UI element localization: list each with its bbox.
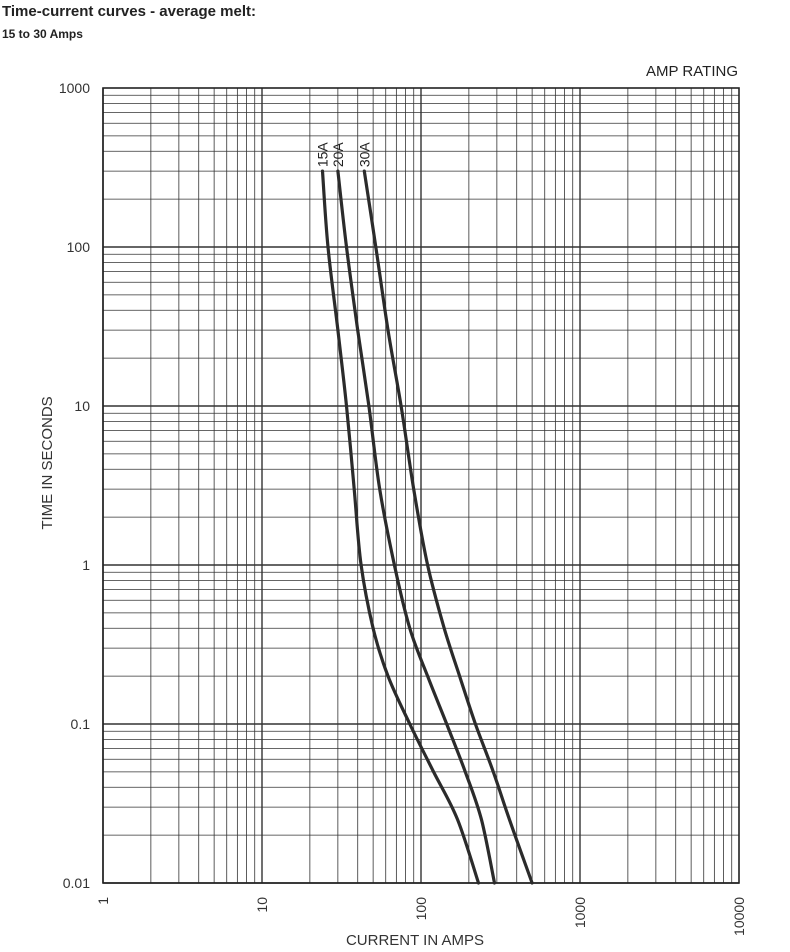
x-tick-label: 10000: [731, 897, 747, 936]
curve-label-20a: 20A: [329, 142, 346, 168]
y-tick-label: 0.1: [70, 716, 90, 732]
x-tick-label: 1000: [572, 897, 588, 929]
y-tick-label: 1000: [58, 80, 90, 96]
y-tick-label: 10: [74, 398, 90, 414]
curve-label-15a: 15A: [314, 142, 331, 168]
chart-title: Time-current curves - average melt:: [2, 3, 256, 20]
curve-30a: [364, 171, 532, 883]
tick-labels: [59, 80, 747, 936]
y-tick-label: 0.01: [62, 875, 90, 891]
curve-20a: [338, 171, 495, 883]
x-tick-label: 100: [413, 897, 429, 921]
y-axis-label: TIME IN SECONDS: [39, 396, 56, 530]
y-tick-label: 100: [66, 239, 90, 255]
curve-label-30a: 30A: [356, 142, 373, 168]
chart-subtitle: 15 to 30 Amps: [2, 27, 83, 41]
curve-15a: [323, 171, 479, 883]
y-tick-label: 1: [82, 557, 90, 573]
x-tick-label: 1: [95, 897, 111, 905]
legend-title: AMP RATING: [646, 63, 738, 80]
x-axis-label: CURRENT IN AMPS: [345, 932, 485, 949]
grid: [103, 88, 739, 883]
x-tick-label: 10: [254, 897, 270, 913]
